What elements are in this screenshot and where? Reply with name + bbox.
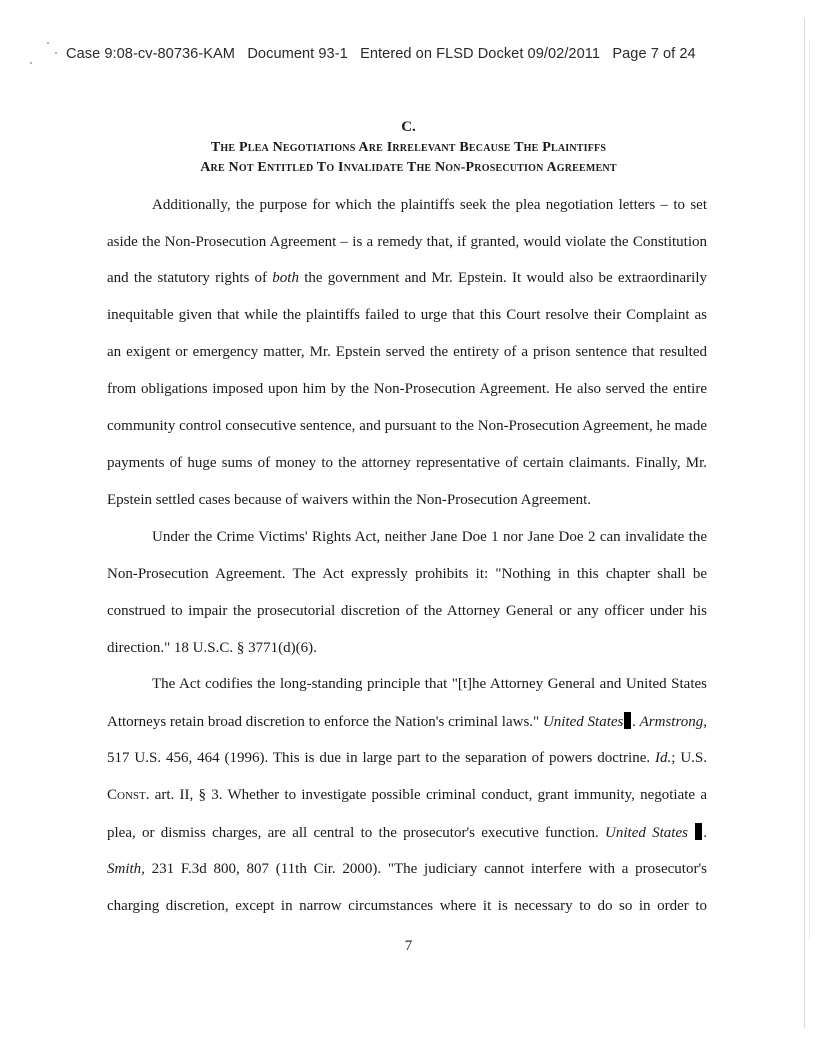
redaction-block [695, 823, 702, 840]
page-number: 7 [404, 938, 413, 954]
header-page-count: Page 7 of 24 [612, 46, 696, 62]
paragraph-3-line: plea, or dismiss charges, are all central to the prosecutor's executive function. United States . [107, 825, 707, 841]
paragraph-1-line: an exigent or emergency matter, Mr. Epstein served the entirety of a prison sentence that resulted [107, 344, 707, 360]
paragraph-1-line: aside the Non-Prosecution Agreement – is a remedy that, if granted, would violate the Constitution [107, 234, 707, 250]
scan-speck [30, 62, 32, 64]
paragraph-3-line: Smith, 231 F.3d 800, 807 (11th Cir. 2000). "The judiciary cannot interfere with a prosecutor's [107, 861, 707, 877]
paragraph-1-line: Epstein settled cases because of waivers within the Non-Prosecution Agreement. [107, 492, 592, 508]
section-heading-line-2: Are Not Entitled To Invalidate The Non-Prosecution Agreement [200, 160, 617, 175]
header-entered-docket: Entered on FLSD Docket 09/02/2011 [360, 46, 601, 62]
paragraph-1-line: Additionally, the purpose for which the plaintiffs seek the plea negotiation letters – to set [152, 197, 707, 213]
citation-case-name: Smith [107, 861, 142, 877]
scan-speck [55, 52, 57, 54]
scan-speck [47, 42, 49, 44]
emphasis-both: both [272, 270, 299, 286]
section-letter: C. [401, 119, 416, 135]
citation-case-name: . Armstrong [632, 714, 704, 730]
citation-case-name: United States [605, 825, 688, 841]
paragraph-3-line: 517 U.S. 456, 464 (1996). This is due in large part to the separation of powers doctrine. Id.; U.S. [107, 750, 707, 766]
paragraph-1-line: from obligations imposed upon him by the Non-Prosecution Agreement. He also served the entire [107, 381, 707, 397]
paragraph-2-line: construed to impair the prosecutorial discretion of the Attorney General or any officer under his [107, 603, 707, 619]
citation-case-name: United States [542, 714, 624, 730]
paragraph-2-line: direction." 18 U.S.C. § 3771(d)(6). [107, 640, 317, 656]
paragraph-1-line: inequitable given that while the plaintiffs failed to urge that this Court resolve their Complaint as [107, 307, 707, 323]
paragraph-1-line: community control consecutive sentence, and pursuant to the Non-Prosecution Agreement, he made [107, 418, 707, 434]
redaction-block [624, 712, 631, 729]
paragraph-2-line: Non-Prosecution Agreement. The Act expressly prohibits it: "Nothing in this chapter shall be [107, 566, 707, 582]
section-heading-line-1: The Plea Negotiations Are Irrelevant Because The Plaintiffs [210, 140, 607, 155]
paragraph-3-line: charging discretion, except in narrow circumstances where it is necessary to do so in order to [107, 898, 707, 914]
paragraph-1-line: and the statutory rights of both the government and Mr. Epstein. It would also be extraordinarily [107, 270, 707, 286]
paragraph-3-line: The Act codifies the long-standing principle that "[t]he Attorney General and United States [152, 676, 707, 692]
citation-const: Const [107, 787, 146, 803]
header-document-number: Document 93-1 [247, 46, 348, 62]
paragraph-2-line: Under the Crime Victims' Rights Act, neither Jane Doe 1 nor Jane Doe 2 can invalidate the [152, 529, 707, 545]
citation-id: Id. [655, 750, 672, 766]
docket-header [66, 46, 696, 62]
paragraph-3-line: Attorneys retain broad discretion to enforce the Nation's criminal laws." United States . Armstrong, [107, 714, 707, 730]
paragraph-1-line: payments of huge sums of money to the attorney representative of certain claimants. Finally, Mr. [107, 455, 707, 471]
header-case-number: Case 9:08-cv-80736-KAM [66, 46, 236, 62]
paragraph-3-line: Const. art. II, § 3. Whether to investigate possible criminal conduct, grant immunity, negotiate a [107, 787, 707, 803]
